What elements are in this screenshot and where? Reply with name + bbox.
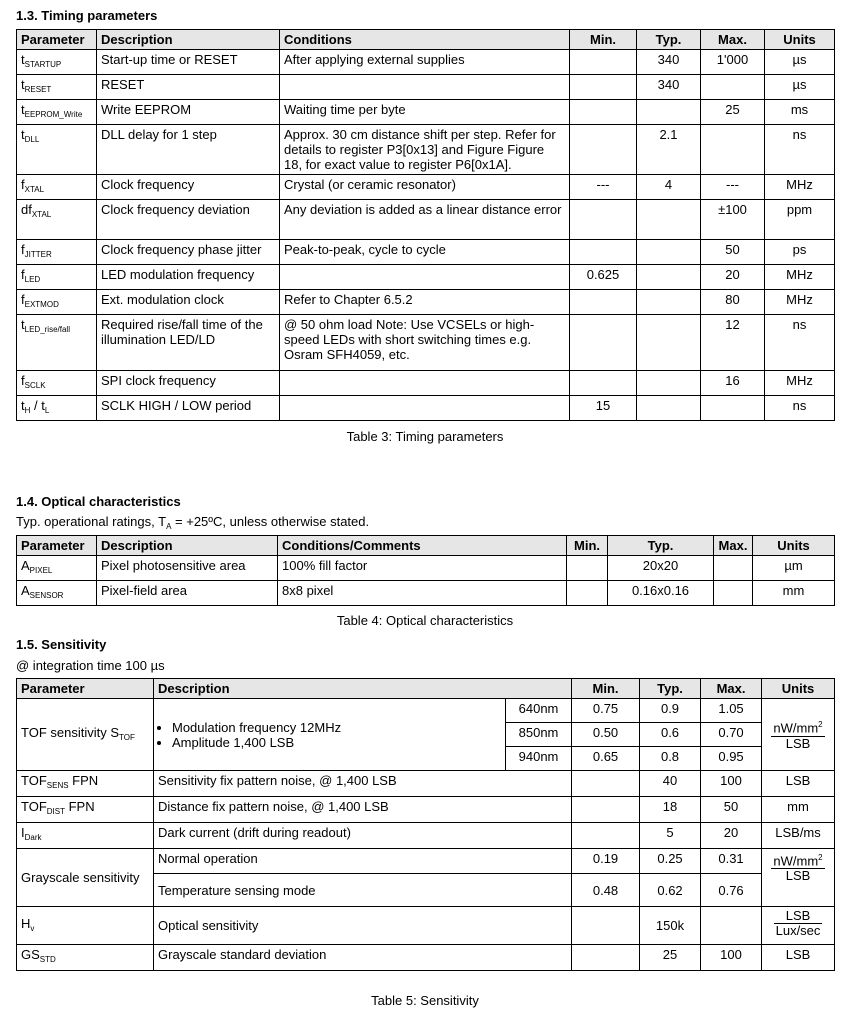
- unit-cell: LSB: [762, 771, 835, 797]
- typ-cell: 5: [640, 823, 701, 849]
- param-cell: [17, 581, 97, 606]
- typ-cell: 20x20: [608, 556, 714, 581]
- cond-cell: Refer to Chapter 6.5.2: [280, 290, 570, 315]
- typ-cell: [637, 371, 701, 396]
- sensitivity-caption: Table 5: Sensitivity: [371, 993, 479, 1008]
- unit-sup: 2: [818, 853, 823, 862]
- typ-cell: 340: [637, 50, 701, 75]
- unit-cell: µs: [765, 50, 835, 75]
- param-cell: [17, 240, 97, 265]
- timing-body: [17, 50, 835, 421]
- cond-cell: [280, 396, 570, 421]
- max-cell: 1.05: [701, 699, 762, 723]
- desc-cell: Ext. modulation clock: [97, 290, 280, 315]
- cond-cell: Any deviation is added as a linear distance error: [280, 200, 570, 240]
- table-row: [17, 315, 835, 371]
- param-sub: PIXEL: [29, 566, 53, 575]
- unit-numerator: [771, 718, 824, 736]
- table-row: [17, 200, 835, 240]
- desc-cell: Grayscale standard deviation: [154, 945, 572, 971]
- unit-fraction: [771, 851, 824, 883]
- max-cell: 0.70: [701, 723, 762, 747]
- cond-cell: Waiting time per byte: [280, 100, 570, 125]
- param-cell: [17, 771, 154, 797]
- desc-cell: RESET: [97, 75, 280, 100]
- typ-cell: [637, 240, 701, 265]
- min-cell: 15: [570, 396, 637, 421]
- min-cell: [570, 75, 637, 100]
- typ-cell: 0.62: [640, 874, 701, 907]
- max-cell: 50: [701, 240, 765, 265]
- max-cell: [701, 125, 765, 175]
- list-item: • Modulation frequency 12MHz: [172, 720, 501, 735]
- max-cell: 50: [701, 797, 762, 823]
- max-cell: 0.76: [701, 874, 762, 907]
- unit-cell: [762, 849, 835, 907]
- header-cell: Max.: [701, 679, 762, 699]
- header-cell: Description: [97, 30, 280, 50]
- typ-cell: 0.6: [640, 723, 701, 747]
- param-cell: [17, 797, 154, 823]
- optical-table: [16, 535, 835, 606]
- unit-cell: ms: [765, 100, 835, 125]
- min-cell: [570, 100, 637, 125]
- param-sub: v: [30, 923, 35, 933]
- param-text-2: FPN: [65, 799, 95, 814]
- typ-cell: 2.1: [637, 125, 701, 175]
- desc-cell: SPI clock frequency: [97, 371, 280, 396]
- param-sub: SCLK: [24, 381, 46, 390]
- table-row: [17, 907, 835, 945]
- param-cell: [17, 100, 97, 125]
- min-cell: 0.75: [572, 699, 640, 723]
- param-text: GS: [21, 947, 40, 962]
- param-cell: [17, 371, 97, 396]
- table-row: [17, 265, 835, 290]
- cond-cell: 100% fill factor: [278, 556, 567, 581]
- typ-cell: 0.16x0.16: [608, 581, 714, 606]
- unit-cell: mm: [762, 797, 835, 823]
- param-sub-2: L: [44, 406, 50, 415]
- sensitivity-note: @ integration time 100 µs: [16, 658, 165, 673]
- param-text: f: [21, 292, 25, 307]
- param-cell: [17, 290, 97, 315]
- max-cell: 100: [701, 945, 762, 971]
- min-cell: [570, 371, 637, 396]
- param-cell: [17, 175, 97, 200]
- optical-note-post: = +25ºC, unless otherwise stated.: [171, 514, 370, 529]
- min-cell: [570, 125, 637, 175]
- param-sub: H: [24, 406, 31, 415]
- unit-cell: [762, 699, 835, 771]
- max-cell: [714, 581, 753, 606]
- min-cell: 0.48: [572, 874, 640, 907]
- cond-cell: @ 50 ohm load Note: Use VCSELs or high-speed LEDs with short switching times e.g. Osram SFH4059, etc.: [280, 315, 570, 371]
- min-cell: [572, 797, 640, 823]
- param-text: f: [21, 242, 25, 257]
- unit-cell: ns: [765, 315, 835, 371]
- desc-cell: Normal operation: [154, 849, 572, 874]
- max-cell: [701, 75, 765, 100]
- table-row: [17, 125, 835, 175]
- header-cell: Min.: [572, 679, 640, 699]
- min-cell: [570, 315, 637, 371]
- max-cell: 0.95: [701, 747, 762, 771]
- unit-cell: ps: [765, 240, 835, 265]
- optical-note-pre: Typ. operational ratings, T: [16, 514, 167, 529]
- param-sub: EEPROM_Write: [24, 110, 83, 119]
- min-cell: [572, 771, 640, 797]
- param-text: A: [21, 558, 30, 573]
- param-sub: LED_rise/fall: [24, 325, 70, 334]
- sensitivity-header-row: [17, 679, 835, 699]
- unit-cell: MHz: [765, 265, 835, 290]
- table-row: [17, 849, 835, 874]
- unit-cell: ppm: [765, 200, 835, 240]
- min-cell: [570, 200, 637, 240]
- optical-note-sub: A: [166, 522, 172, 531]
- typ-cell: [637, 290, 701, 315]
- typ-cell: 150k: [640, 907, 701, 945]
- optical-header-row: [17, 536, 835, 556]
- optical-caption: Table 4: Optical characteristics: [336, 613, 514, 628]
- table-row: [17, 556, 835, 581]
- param-sub: TOF: [119, 732, 135, 742]
- desc-cell: Distance fix pattern noise, @ 1,400 LSB: [154, 797, 572, 823]
- desc-cell: Required rise/fall time of the illumination LED/LD: [97, 315, 280, 371]
- param-sub: STARTUP: [24, 60, 62, 69]
- sensitivity-table: [16, 678, 835, 971]
- list-item: • Amplitude 1,400 LSB: [172, 735, 501, 750]
- table-row: [17, 50, 835, 75]
- param-text: t: [21, 317, 25, 332]
- param-cell: [17, 200, 97, 240]
- timing-header-row: [17, 30, 835, 50]
- header-cell: Max.: [714, 536, 753, 556]
- typ-cell: [637, 396, 701, 421]
- desc-cell: Clock frequency phase jitter: [97, 240, 280, 265]
- table-row: [17, 823, 835, 849]
- param-cell: [17, 50, 97, 75]
- param-cell: Grayscale sensitivity: [17, 849, 154, 907]
- desc-cell: Pixel-field area: [97, 581, 278, 606]
- table-row: [17, 581, 835, 606]
- param-sub: DIST: [46, 807, 65, 816]
- unit-numerator: LSB: [774, 909, 823, 924]
- header-cell: Parameter: [17, 30, 97, 50]
- max-cell: 16: [701, 371, 765, 396]
- typ-cell: [637, 200, 701, 240]
- min-cell: [567, 556, 608, 581]
- unit-cell: µm: [753, 556, 835, 581]
- param-sub: LED: [24, 275, 41, 284]
- desc-cell: Sensitivity fix pattern noise, @ 1,400 LSB: [154, 771, 572, 797]
- desc-cell: LED modulation frequency: [97, 265, 280, 290]
- unit-cell: mm: [753, 581, 835, 606]
- cond-cell: 8x8 pixel: [278, 581, 567, 606]
- max-cell: 25: [701, 100, 765, 125]
- min-cell: ---: [570, 175, 637, 200]
- typ-cell: [637, 315, 701, 371]
- param-text: t: [21, 398, 25, 413]
- header-cell: Typ.: [608, 536, 714, 556]
- desc-cell: Clock frequency deviation: [97, 200, 280, 240]
- param-text: f: [21, 177, 25, 192]
- unit-cell: ns: [765, 396, 835, 421]
- cond-cell: Peak-to-peak, cycle to cycle: [280, 240, 570, 265]
- desc-cell: DLL delay for 1 step: [97, 125, 280, 175]
- optical-note: [16, 514, 369, 531]
- param-text: I: [21, 825, 25, 840]
- typ-cell: 0.25: [640, 849, 701, 874]
- table-row: [17, 771, 835, 797]
- header-cell: Units: [765, 30, 835, 50]
- param-text: df: [21, 202, 32, 217]
- unit-fraction: [771, 718, 824, 750]
- unit-denominator: LSB: [785, 868, 811, 884]
- typ-cell: 40: [640, 771, 701, 797]
- table-row: [17, 396, 835, 421]
- optical-body: [17, 556, 835, 606]
- table-row: [17, 371, 835, 396]
- unit-fraction: [774, 909, 823, 938]
- typ-cell: 340: [637, 75, 701, 100]
- param-text: f: [21, 267, 25, 282]
- param-cell: [17, 315, 97, 371]
- cond-cell: Approx. 30 cm distance shift per step. Refer for details to register P3[0x13] and Figure Figure 18, for exact value to register P6[0x1A].: [280, 125, 570, 175]
- param-text-2: / t: [30, 398, 45, 413]
- cond-cell: [280, 371, 570, 396]
- table-row: [17, 240, 835, 265]
- min-cell: [572, 907, 640, 945]
- desc-cell: Write EEPROM: [97, 100, 280, 125]
- param-sub: Dark: [24, 833, 42, 842]
- min-cell: 0.19: [572, 849, 640, 874]
- param-cell: [17, 945, 154, 971]
- param-text: t: [21, 102, 25, 117]
- param-text: TOF: [21, 799, 47, 814]
- max-cell: ±100: [701, 200, 765, 240]
- desc-cell: Start-up time or RESET: [97, 50, 280, 75]
- unit-numerator: [771, 851, 824, 869]
- max-cell: 1'000: [701, 50, 765, 75]
- desc-cell: Clock frequency: [97, 175, 280, 200]
- min-cell: [567, 581, 608, 606]
- max-cell: ---: [701, 175, 765, 200]
- sensitivity-heading: 1.5. Sensitivity: [16, 637, 107, 652]
- header-cell: Description: [97, 536, 278, 556]
- table-row: [17, 797, 835, 823]
- max-cell: 80: [701, 290, 765, 315]
- desc-cell: Optical sensitivity: [154, 907, 572, 945]
- unit-cell: MHz: [765, 175, 835, 200]
- unit-denominator: Lux/sec: [775, 923, 821, 938]
- typ-cell: 0.9: [640, 699, 701, 723]
- desc-cell: Dark current (drift during readout): [154, 823, 572, 849]
- param-cell: [17, 396, 97, 421]
- min-cell: [570, 50, 637, 75]
- min-cell: [572, 823, 640, 849]
- param-cell: [17, 125, 97, 175]
- unit-num-text: nW/mm: [773, 720, 819, 736]
- tof-bullet-list: [158, 720, 501, 750]
- param-cell: [17, 699, 154, 771]
- table-row: [17, 699, 835, 723]
- param-sub: JITTER: [24, 250, 52, 259]
- min-cell: 0.50: [572, 723, 640, 747]
- param-sub: DLL: [24, 135, 40, 144]
- param-cell: [17, 265, 97, 290]
- min-cell: 0.625: [570, 265, 637, 290]
- unit-cell: LSB: [762, 945, 835, 971]
- cond-cell: Crystal (or ceramic resonator): [280, 175, 570, 200]
- param-text: A: [21, 583, 30, 598]
- param-text: TOF: [21, 773, 47, 788]
- param-sub: XTAL: [31, 210, 52, 219]
- timing-heading: 1.3. Timing parameters: [16, 8, 158, 23]
- header-cell: Units: [762, 679, 835, 699]
- table-row: [17, 75, 835, 100]
- typ-cell: [637, 265, 701, 290]
- wavelength-cell: 940nm: [506, 747, 572, 771]
- header-cell: Typ.: [637, 30, 701, 50]
- unit-cell: [762, 907, 835, 945]
- min-cell: [570, 290, 637, 315]
- header-cell: Max.: [701, 30, 765, 50]
- unit-cell: MHz: [765, 371, 835, 396]
- unit-cell: LSB/ms: [762, 823, 835, 849]
- table-row: [17, 945, 835, 971]
- wavelength-cell: 640nm: [506, 699, 572, 723]
- header-cell: Typ.: [640, 679, 701, 699]
- header-cell: Parameter: [17, 679, 154, 699]
- header-cell: Description: [154, 679, 572, 699]
- param-text: TOF sensitivity S: [21, 724, 120, 740]
- typ-cell: 18: [640, 797, 701, 823]
- unit-sup: 2: [818, 720, 823, 730]
- desc-cell: Pixel photosensitive area: [97, 556, 278, 581]
- desc-cell: SCLK HIGH / LOW period: [97, 396, 280, 421]
- param-sub: XTAL: [24, 185, 45, 194]
- table-row: [17, 100, 835, 125]
- max-cell: 12: [701, 315, 765, 371]
- min-cell: 0.65: [572, 747, 640, 771]
- max-cell: 20: [701, 265, 765, 290]
- desc-cell: [154, 699, 506, 771]
- typ-cell: 4: [637, 175, 701, 200]
- param-cell: [17, 823, 154, 849]
- param-cell: [17, 907, 154, 945]
- param-sub: SENS: [46, 781, 69, 790]
- param-cell: [17, 75, 97, 100]
- sensitivity-body: [17, 699, 835, 971]
- optical-heading: 1.4. Optical characteristics: [16, 494, 181, 509]
- unit-num-text: nW/mm: [773, 853, 819, 869]
- header-cell: Conditions/Comments: [278, 536, 567, 556]
- unit-cell: MHz: [765, 290, 835, 315]
- param-sub: EXTMOD: [24, 300, 59, 309]
- typ-cell: [637, 100, 701, 125]
- param-text-2: FPN: [68, 773, 99, 788]
- unit-denominator: LSB: [785, 735, 811, 751]
- min-cell: [572, 945, 640, 971]
- param-text: t: [21, 127, 25, 142]
- param-sub: SENSOR: [29, 591, 64, 600]
- cond-cell: [280, 75, 570, 100]
- param-text: H: [21, 915, 31, 931]
- min-cell: [570, 240, 637, 265]
- max-cell: 20: [701, 823, 762, 849]
- table-row: [17, 175, 835, 200]
- header-cell: Min.: [567, 536, 608, 556]
- header-cell: Min.: [570, 30, 637, 50]
- wavelength-cell: 850nm: [506, 723, 572, 747]
- param-sub: STD: [39, 955, 56, 964]
- unit-cell: ns: [765, 125, 835, 175]
- max-cell: [714, 556, 753, 581]
- header-cell: Parameter: [17, 536, 97, 556]
- desc-cell: Temperature sensing mode: [154, 874, 572, 907]
- typ-cell: 25: [640, 945, 701, 971]
- max-cell: 0.31: [701, 849, 762, 874]
- param-sub: RESET: [24, 85, 52, 94]
- max-cell: [701, 396, 765, 421]
- typ-cell: 0.8: [640, 747, 701, 771]
- param-text: t: [21, 77, 25, 92]
- param-text: t: [21, 52, 25, 67]
- table-row: [17, 290, 835, 315]
- max-cell: [701, 907, 762, 945]
- max-cell: 100: [701, 771, 762, 797]
- header-cell: Units: [753, 536, 835, 556]
- param-text: f: [21, 373, 25, 388]
- param-cell: [17, 556, 97, 581]
- cond-cell: After applying external supplies: [280, 50, 570, 75]
- cond-cell: [280, 265, 570, 290]
- header-cell: Conditions: [280, 30, 570, 50]
- unit-cell: µs: [765, 75, 835, 100]
- timing-table: [16, 29, 835, 421]
- timing-caption: Table 3: Timing parameters: [346, 429, 504, 444]
